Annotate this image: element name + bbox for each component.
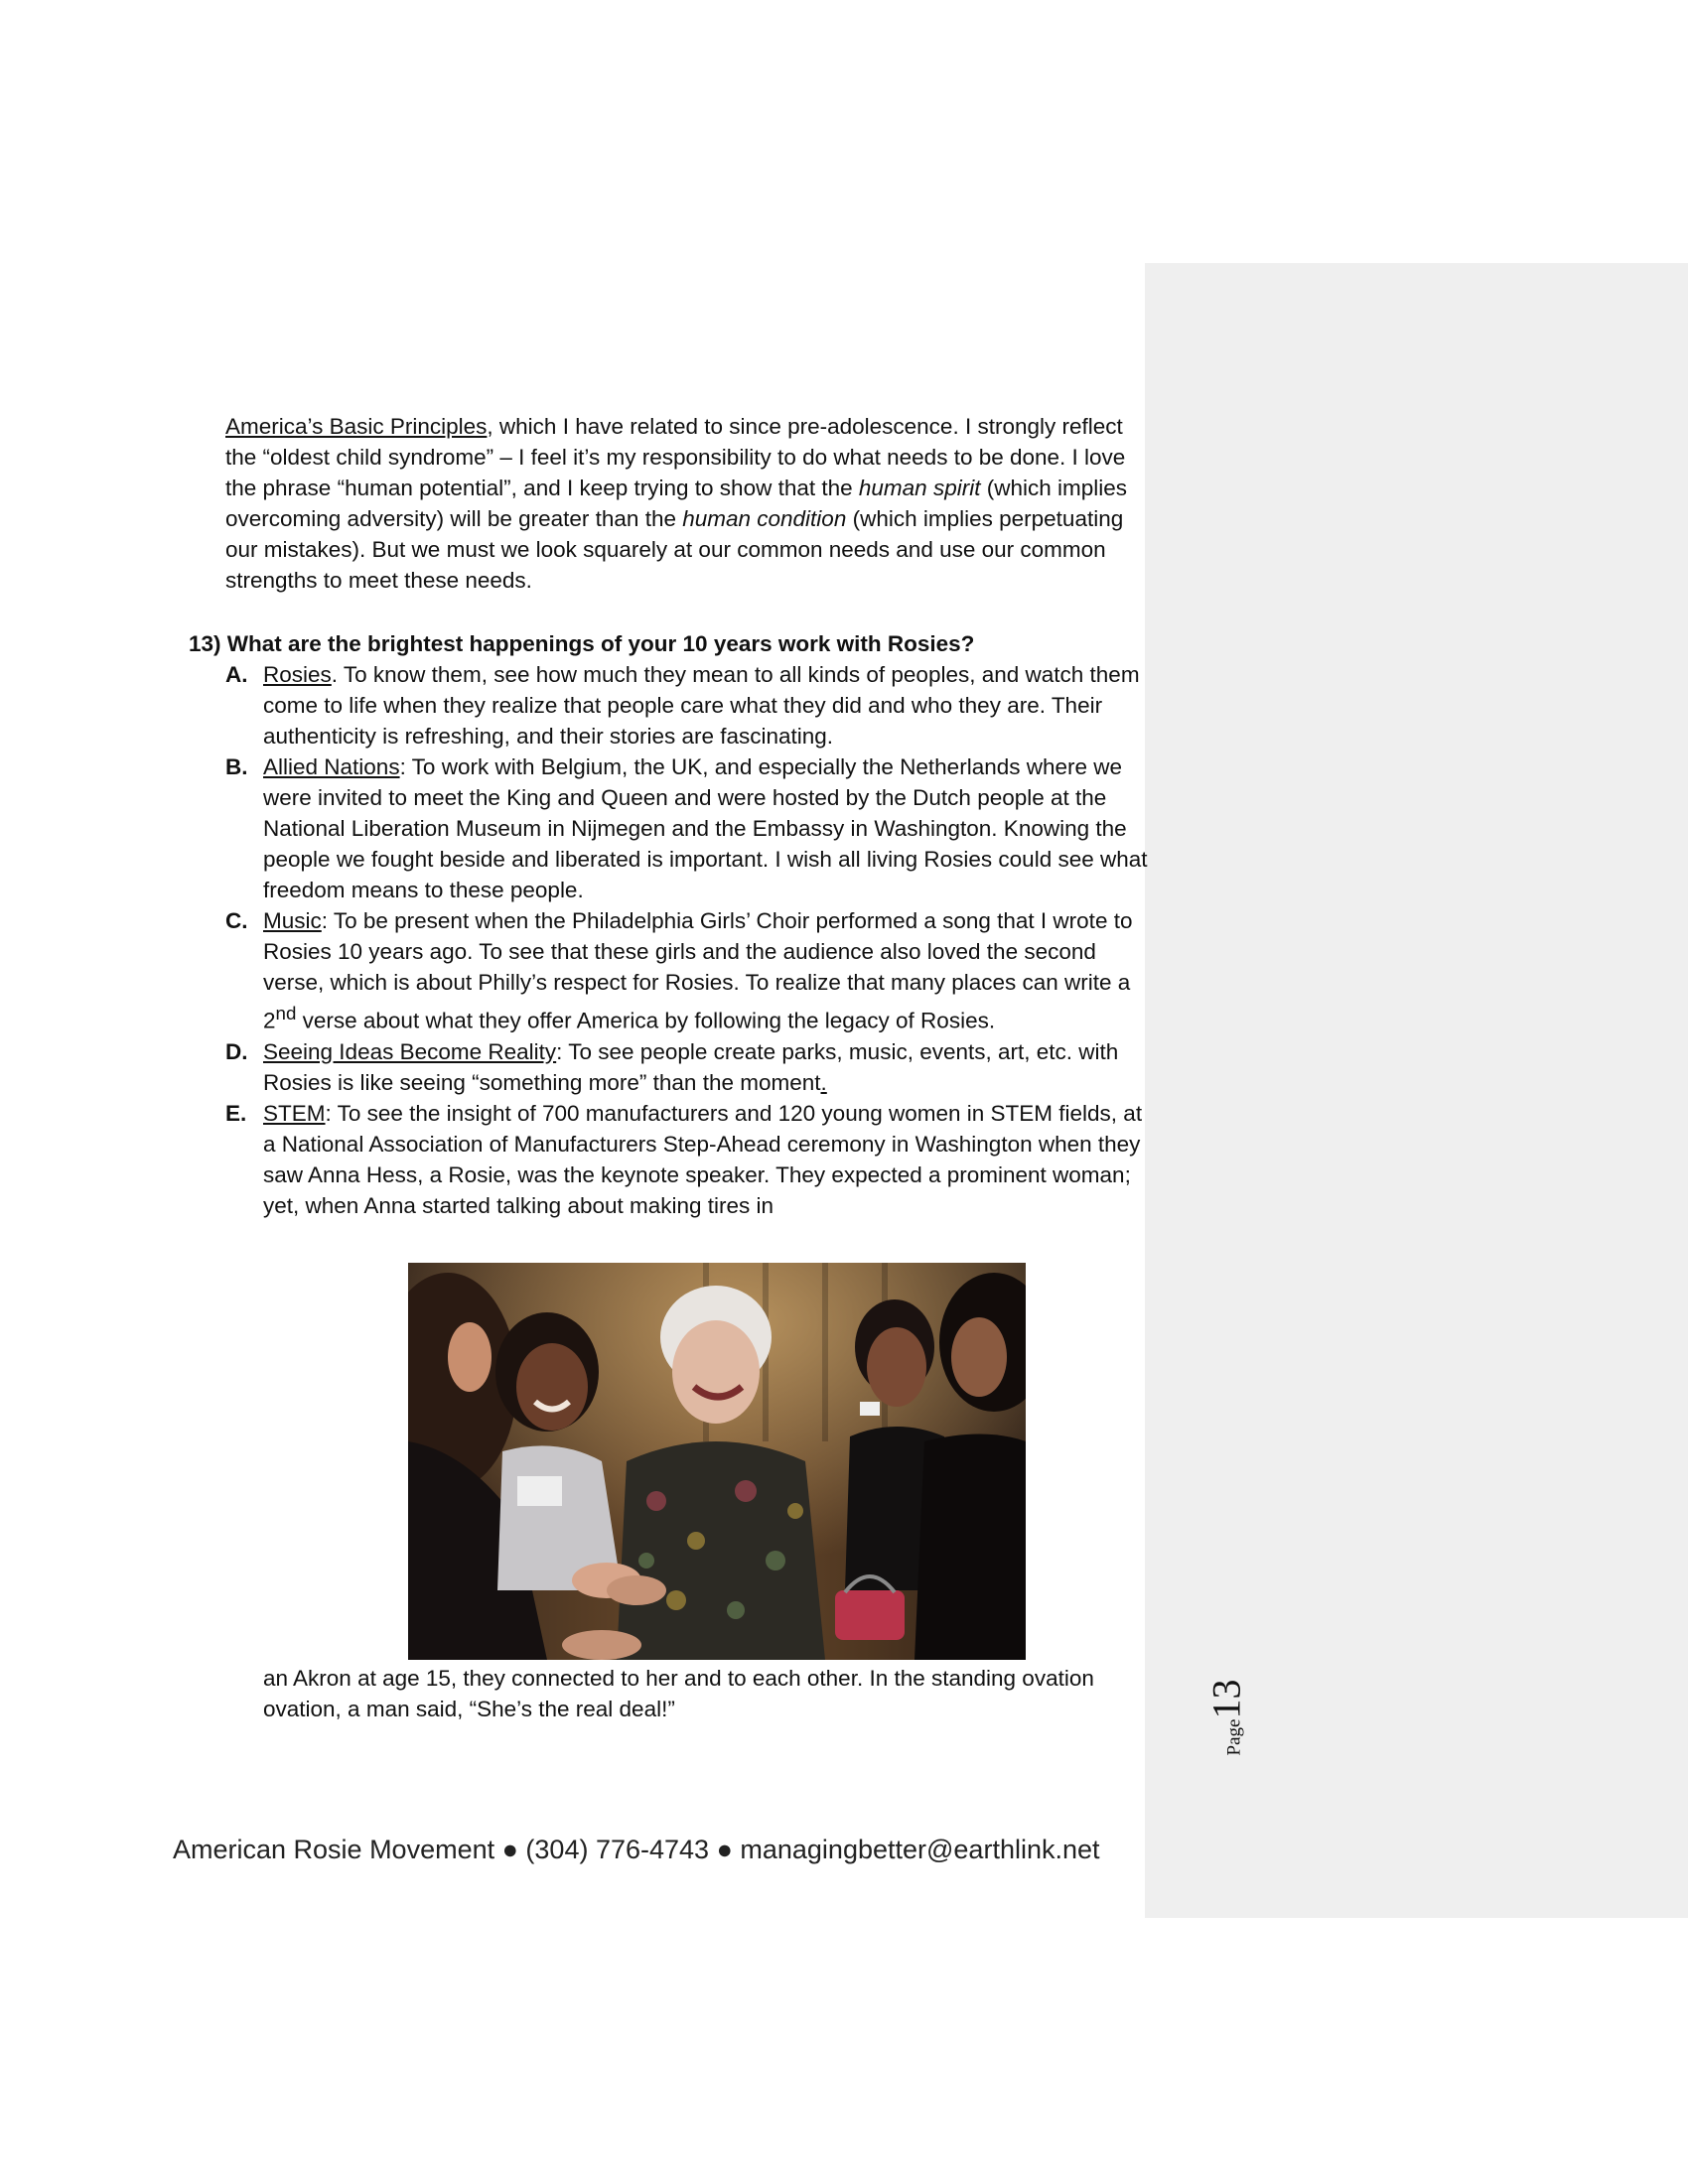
intro-text-2: (which implies overcoming adversity) will be greater than the <box>225 476 1127 531</box>
list-item-b <box>225 751 1149 905</box>
event-photo <box>408 1263 1026 1660</box>
item-term: Music <box>263 908 322 933</box>
intro-text-1: , which I have related to since pre-adolescence. I strongly reflect the “oldest child syndrome” – I feel it’s my responsibility to do what needs to be done. I love the phrase “human potential”, and I keep trying to show that the <box>225 414 1126 500</box>
page-digits: 13 <box>1203 1679 1249 1719</box>
list-item-d <box>225 1036 1149 1098</box>
page-number <box>1187 1668 1266 1767</box>
item-text: : To be present when the Philadelphia Girls’ Choir performed a song that I wrote to Rosies 10 years ago. To see that these girls and the audience also loved the second verse, which is about Philly’s respect for Rosies. To realize that many places can write a 2 <box>263 908 1133 1033</box>
item-term: Rosies <box>263 662 332 687</box>
item-term: Seeing Ideas Become Reality <box>263 1038 557 1064</box>
question-heading: 13) What are the brightest happenings of your 10 years work with Rosies? <box>189 631 975 656</box>
item-superscript: nd <box>275 1003 297 1024</box>
intro-link-text: America’s Basic Principles <box>225 414 488 439</box>
intro-text-3: (which implies perpetuating our mistakes). But we must we look squarely at our common needs and use our common strengths to meet these needs. <box>225 506 1124 593</box>
item-text: : To see the insight of 700 manufacturers and 120 young women in STEM fields, at a National Association of Manufacturers Step-Ahead ceremony in Washington when they saw Anna Hess, a Rosie, was the keynote speaker. They expected a prominent woman; yet, when Anna started talking about making tires in <box>263 1100 1143 1218</box>
after-photo-text: an Akron at age 15, they connected to her and to each other. In the standing ovation ovation, a man said, “She’s the real deal!” <box>263 1666 1094 1721</box>
item-term: Allied Nations <box>263 754 400 779</box>
list-item-a <box>225 659 1149 751</box>
item-text: : To see people create parks, music, events, art, etc. with Rosies is like seeing “something more” than the moment <box>263 1038 1119 1095</box>
intro-emphasis-2: human condition <box>682 506 847 531</box>
item-letter: C. <box>225 908 248 933</box>
answer-list <box>225 659 1149 1221</box>
list-item-c <box>225 905 1149 1036</box>
item-text: : To work with Belgium, the UK, and especially the Netherlands where we were invited to meet the King and Queen and were hosted by the Dutch people at the National Liberation Museum in Nijmegen and the Embassy in Washington. Knowing the people we fought beside and liberated is important. I wish all living Rosies could see what freedom means to these people. <box>263 754 1148 902</box>
item-letter: B. <box>225 754 248 779</box>
item-tail: . <box>820 1069 827 1095</box>
page-footer: American Rosie Movement ● (304) 776-4743 ● managingbetter@earthlink.net <box>173 1835 1100 1864</box>
page-label: Page <box>1223 1718 1245 1756</box>
item-term: STEM <box>263 1100 326 1126</box>
intro-paragraph <box>225 411 1129 596</box>
intro-emphasis-1: human spirit <box>858 476 981 500</box>
list-item-e <box>225 1098 1149 1221</box>
event-photo-illustration <box>408 1263 1026 1660</box>
item-letter: E. <box>225 1100 247 1126</box>
item-text: . To know them, see how much they mean to all kinds of peoples, and watch them come to life when they realize that people care what they did and who they are. Their authenticity is refreshing, and their stories are fascinating. <box>263 662 1140 749</box>
item-letter: D. <box>225 1038 248 1064</box>
item-letter: A. <box>225 662 248 687</box>
item-text-continued: verse about what they offer America by following the legacy of Rosies. <box>296 1008 996 1033</box>
